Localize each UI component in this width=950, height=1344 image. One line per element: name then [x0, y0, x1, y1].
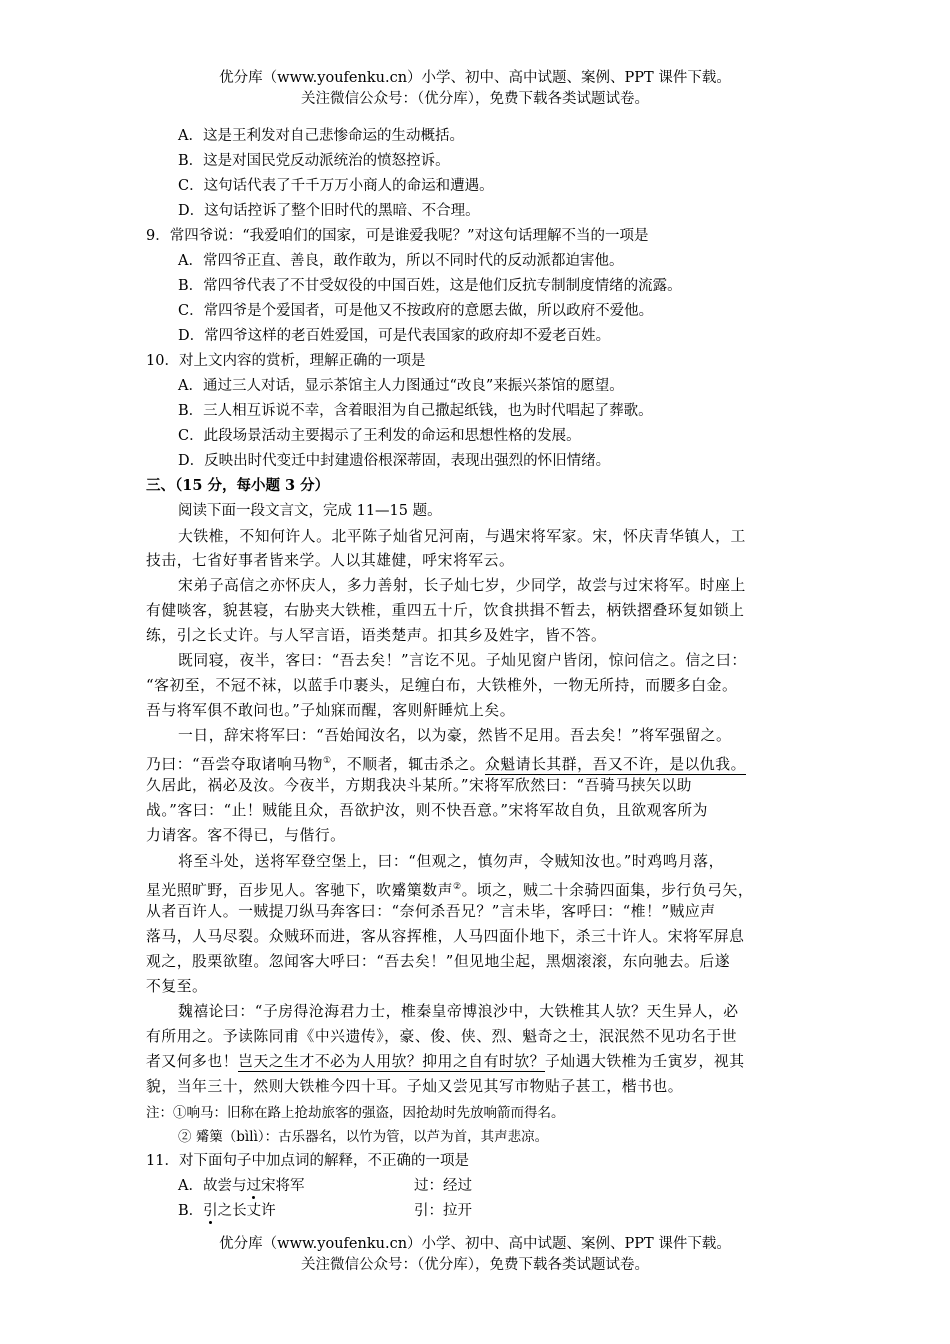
passage-line-9: 一日，辞宋将军曰：“吾始闻汝名，以为豪，然皆不足用。吾去矣！”将军强留之。 [178, 727, 732, 744]
passage-line-16: 从者百许人。一贼提刀纵马奔客曰：“奈何杀吾兄？”言未毕，客呼曰：“椎！”贼应声 [146, 903, 716, 920]
header-line-1: 优分库（www.youfenku.cn）小学、初中、高中试题、案例、PPT 课件下载。 [219, 70, 731, 86]
passage-line-11: 久居此，祸必及汝。今夜半，方期我决斗某所。”宋将军欣然曰：“吾骑马挟矢以助 [146, 777, 692, 794]
footnote-ref-2: ② [452, 882, 462, 892]
footer-line-2: 关注微信公众号：（优分库），免费下载各类试题试卷。 [301, 1257, 649, 1273]
q11-b-letter: B． [178, 1203, 204, 1219]
passage-line-5: 练，引之长丈许。与人罕言语，语类楚声。扣其乡及姓字，皆不答。 [146, 627, 607, 644]
passage-line-3: 宋弟子高信之亦怀庆人，多力善射，长子灿七岁，少同学，故尝与过宋将军。时座上 [178, 577, 746, 594]
underlined-sentence-1: 众魁请长其群，吾又不许，是以仇我。 [485, 755, 746, 773]
passage-line-13: 力请客。客不得已，与偕行。 [146, 827, 346, 844]
passage-line-10-mid: ，不顺者，辄击杀之。 [331, 755, 486, 773]
q10-option-d: D．反映出时代变迁中封建遗俗根深蒂固，表现出强烈的怀旧情绪。 [178, 453, 611, 469]
passage-line-19: 不复至。 [146, 978, 208, 995]
footnote-ref-1: ① [322, 756, 332, 766]
passage-line-2: 技击，七省好事者皆来学。人以其雄健，呼宋将军云。 [146, 552, 515, 569]
footnote-1: 注：①响马：旧称在路上抢劫旅客的强盗，因抢劫时先放响箭而得名。 [146, 1105, 565, 1121]
q10-stem: 10．对上文内容的赏析，理解正确的一项是 [146, 353, 426, 369]
passage-line-15 [146, 876, 753, 902]
passage-line-12: 战。”客曰：“止！贼能且众，吾欲护汝，则不快吾意。”宋将军故自负，且欲观客所为 [146, 802, 709, 819]
q11-a-dotted-word: 过 [246, 1178, 261, 1194]
q9-option-b: B．常四爷代表了不甘受奴役的中国百姓，这是他们反抗专制制度情绪的流露。 [178, 278, 682, 294]
q8-option-b: B．这是对国民党反动派统治的愤怒控诉。 [178, 153, 450, 169]
passage-line-18: 观之，股栗欲堕。忽闻客大呼曰：“吾去矣！”但见地尘起，黑烟滚滚，东向驰去。后遂 [146, 953, 731, 970]
section-3-title-text: 三、（15 分，每小题 3 分） [146, 477, 330, 494]
q9-option-d: D．常四爷这样的老百姓爱国，可是代表国家的政府却不爱老百姓。 [178, 328, 611, 344]
passage-line-22 [146, 1051, 745, 1073]
q8-option-c: C．这句话代表了千千万万小商人的命运和遭遇。 [178, 178, 494, 194]
q11-stem: 11．对下面句子中加点词的解释，不正确的一项是 [146, 1153, 469, 1169]
q11-a-letter: A． [178, 1178, 203, 1194]
q10-option-c: C．此段场景活动主要揭示了王利发的命运和思想性格的发展。 [178, 428, 581, 444]
passage-line-21: 有所用之。予读陈同甫《中兴遗传》，豪、俊、侠、烈、魁奇之士，泯泯然不见功名于世 [146, 1028, 738, 1045]
q9-option-c: C．常四爷是个爱国者，可是他又不按政府的意愿去做，所以政府不爱他。 [178, 303, 654, 319]
q8-option-d: D．这句话控诉了整个旧时代的黑暗、不合理。 [178, 203, 480, 219]
q11-b-post: 之长丈许 [217, 1203, 276, 1219]
q11-a-post: 宋将军 [260, 1178, 305, 1194]
q11-b-gloss: 引：拉开 [414, 1203, 472, 1219]
q11-b-dotted-word: 引 [203, 1203, 218, 1219]
passage-line-17: 落马，人马尽裂。众贼环而进，客从容挥椎，人马四面仆地下，杀三十许人。宋将军屏息 [146, 928, 745, 945]
passage-line-7: “客初至，不冠不袜，以蓝手巾裹头，足缠白布，大铁椎外，一物无所持，而腰多白金。 [146, 677, 738, 694]
section-3-intro: 阅读下面一段文言文，完成 11—15 题。 [178, 503, 442, 519]
q11-option-a [178, 1175, 304, 1197]
passage-line-10 [146, 750, 746, 776]
passage-line-6: 既同寝，夜半，客曰：“吾去矣！”言讫不见。子灿见窗户皆闭，惊问信之。信之曰： [178, 652, 747, 669]
passage-line-15-start: 星光照旷野，百步见人。客驰下，吹觱篥数声 [146, 881, 453, 899]
q10-option-b: B．三人相互诉说不幸，含着眼泪为自己撒起纸钱，也为时代唱起了葬歌。 [178, 403, 653, 419]
q11-option-b [178, 1200, 276, 1222]
passage-line-14: 将至斗处，送将军登空堡上，曰：“但观之，慎勿声，令贼知汝也。”时鸡鸣月落， [178, 853, 724, 870]
q10-option-a: A．通过三人对话，显示茶馆主人力图通过“改良”来振兴茶馆的愿望。 [178, 378, 624, 394]
header-line-2: 关注微信公众号：（优分库），免费下载各类试题试卷。 [301, 91, 649, 107]
footnote-2: ② 觱篥（bìlì）：古乐器名，以竹为管，以芦为首，其声悲凉。 [178, 1129, 549, 1145]
passage-line-10-start: 乃曰：“吾尝夺取诸响马物 [146, 755, 323, 773]
passage-line-15-end: 。顷之，贼二十余骑四面集，步行负弓矢， [461, 881, 754, 899]
q11-a-pre: 故尝与 [202, 1178, 247, 1194]
underlined-sentence-2: 岂天之生才不必为人用欤？抑用之自有时欤？ [238, 1053, 546, 1070]
passage-line-22-start: 者又何多也！ [146, 1053, 239, 1070]
passage-line-22-end: 子灿遇大铁椎为壬寅岁，视其 [545, 1053, 745, 1070]
q9-stem: 9．常四爷说：“我爱咱们的国家，可是谁爱我呢？”对这句话理解不当的一项是 [146, 228, 649, 244]
passage-line-1: 大铁椎，不知何许人。北平陈子灿省兄河南，与遇宋将军家。宋，怀庆青华镇人，工 [178, 528, 746, 545]
passage-line-4: 有健啖客，貌甚寝，右胁夹大铁椎，重四五十斤，饮食拱揖不暂去，柄铁摺叠环复如锁上 [146, 602, 745, 619]
passage-line-23: 貌，当年三十，然则大铁椎今四十耳。子灿又尝见其写市物贴子甚工，楷书也。 [146, 1078, 684, 1095]
q11-a-gloss: 过：经过 [414, 1178, 472, 1194]
passage-line-8: 吾与将军俱不敢问也。”子灿寐而醒，客则鼾睡炕上矣。 [146, 702, 516, 719]
passage-line-20: 魏禧论曰：“子房得沧海君力士，椎秦皇帝博浪沙中，大铁椎其人欤？天生异人，必 [178, 1003, 739, 1020]
q9-option-a: A．常四爷正直、善良，敢作敢为，所以不同时代的反动派都迫害他。 [178, 253, 624, 269]
footer-line-1: 优分库（www.youfenku.cn）小学、初中、高中试题、案例、PPT 课件下载。 [219, 1236, 731, 1252]
q8-option-a: A．这是王利发对自己悲惨命运的生动概括。 [178, 128, 464, 144]
section-3-title [146, 475, 329, 497]
